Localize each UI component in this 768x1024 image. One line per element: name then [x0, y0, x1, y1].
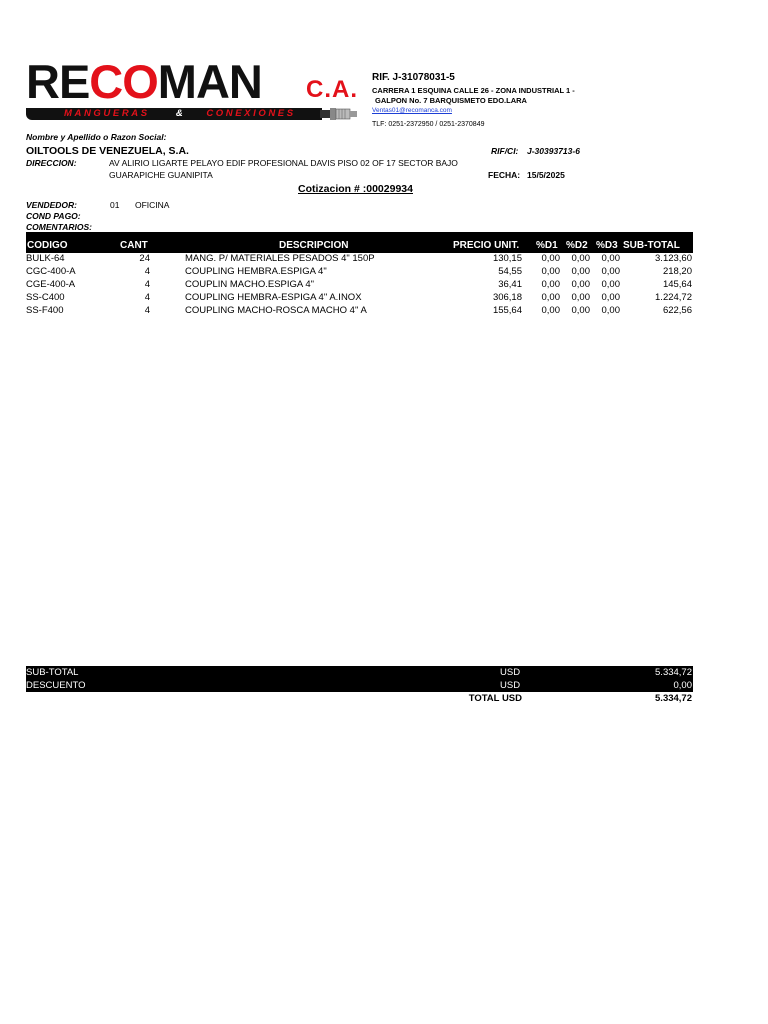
- discount-bar: [26, 679, 693, 692]
- logo-tagline: [64, 108, 296, 120]
- cell-code: CGE-400-A: [26, 279, 76, 290]
- table-row: [0, 291, 768, 304]
- cell-d1: 0,00: [541, 253, 560, 264]
- header-description: DESCRIPCION: [279, 240, 349, 251]
- header-qty: CANT: [120, 240, 148, 251]
- total-value: 5.334,72: [655, 693, 692, 704]
- header-subtotal: SUB-TOTAL: [623, 240, 680, 251]
- table-row: [0, 278, 768, 291]
- discount-value: 0,00: [673, 680, 692, 691]
- address-label: DIRECCION:: [26, 158, 77, 168]
- date-label: FECHA:: [488, 170, 521, 180]
- comments-label: COMENTARIOS:: [26, 222, 92, 232]
- cell-price: 155,64: [492, 305, 522, 316]
- cell-d2: 0,00: [571, 253, 590, 264]
- subtotal-label: SUB-TOTAL: [26, 667, 79, 678]
- client-name: OILTOOLS DE VENEZUELA, S.A.: [26, 145, 189, 157]
- cell-subtotal: 145,64: [662, 279, 692, 290]
- client-address-line2: GUARAPICHE GUANIPITA: [109, 170, 213, 180]
- table-header: [26, 232, 693, 253]
- cell-code: SS-C400: [26, 292, 65, 303]
- cell-d3: 0,00: [601, 279, 620, 290]
- seller-name: OFICINA: [135, 200, 170, 210]
- header-d2: %D2: [566, 240, 588, 251]
- table-row: [0, 265, 768, 278]
- discount-currency: USD: [500, 680, 521, 691]
- cell-code: CGC-400-A: [26, 266, 76, 277]
- seller-label: VENDEDOR:: [26, 200, 78, 210]
- header-d3: %D3: [596, 240, 618, 251]
- cell-d2: 0,00: [571, 279, 590, 290]
- subtotal-bar: [26, 666, 693, 679]
- company-address-line1: CARRERA 1 ESQUINA CALLE 26 - ZONA INDUSTRIAL 1 -: [372, 86, 575, 95]
- tagline-left: MANGUERAS: [64, 108, 150, 119]
- tagline-right: CONEXIONES: [206, 108, 296, 119]
- client-name-label: Nombre y Apellido o Razon Social:: [26, 132, 167, 142]
- cell-qty: 24: [139, 253, 150, 264]
- cell-d2: 0,00: [571, 305, 590, 316]
- logo-text-1: RE: [26, 55, 90, 108]
- cell-d1: 0,00: [541, 292, 560, 303]
- header-d1: %D1: [536, 240, 558, 251]
- client-rif: J-30393713-6: [527, 146, 580, 156]
- cell-d3: 0,00: [601, 305, 620, 316]
- cell-d3: 0,00: [601, 266, 620, 277]
- company-logo: [26, 55, 262, 108]
- total-label: TOTAL USD: [468, 693, 522, 704]
- cell-qty: 4: [144, 266, 150, 277]
- subtotal-value: 5.334,72: [655, 667, 692, 678]
- table-row: [0, 252, 768, 265]
- cell-desc: COUPLING HEMBRA-ESPIGA 4" A.INOX: [185, 292, 362, 303]
- logo-suffix: C.A.: [306, 76, 358, 103]
- cell-d1: 0,00: [541, 266, 560, 277]
- cell-d3: 0,00: [601, 253, 620, 264]
- cell-desc: COUPLING HEMBRA.ESPIGA 4": [185, 266, 327, 277]
- logo-text-2: CO: [89, 55, 158, 108]
- cell-code: SS-F400: [26, 305, 64, 316]
- cell-d2: 0,00: [571, 266, 590, 277]
- cell-qty: 4: [144, 292, 150, 303]
- cell-subtotal: 622,56: [662, 305, 692, 316]
- client-rif-label: RIF/CI:: [491, 146, 519, 156]
- cell-d2: 0,00: [571, 292, 590, 303]
- seller-code: 01: [110, 200, 120, 210]
- cell-desc: COUPLIN MACHO.ESPIGA 4": [185, 279, 315, 290]
- total-row: [26, 692, 693, 705]
- cell-subtotal: 1.224,72: [655, 292, 692, 303]
- company-rif: RIF. J-31078031-5: [372, 72, 455, 83]
- cell-subtotal: 3.123,60: [655, 253, 692, 264]
- cell-price: 130,15: [492, 253, 522, 264]
- client-address-line1: AV ALIRIO LIGARTE PELAYO EDIF PROFESIONAL DAVIS PISO 02 OF 17 SECTOR BAJO: [109, 158, 458, 168]
- cell-price: 36,41: [498, 279, 522, 290]
- cell-desc: COUPLING MACHO-ROSCA MACHO 4" A: [185, 305, 367, 316]
- hose-fitting-icon: [320, 106, 358, 122]
- header-code: CODIGO: [27, 240, 68, 251]
- cell-qty: 4: [144, 279, 150, 290]
- company-address-line2: GALPON No. 7 BARQUISMETO EDO.LARA: [375, 96, 527, 105]
- quote-date: 15/5/2025: [527, 170, 565, 180]
- tagline-amp: &: [175, 108, 186, 119]
- cell-d1: 0,00: [541, 305, 560, 316]
- cell-subtotal: 218,20: [662, 266, 692, 277]
- payment-label: COND PAGO:: [26, 211, 81, 221]
- cell-qty: 4: [144, 305, 150, 316]
- company-email-link[interactable]: Ventas01@recomanca.com: [372, 107, 452, 114]
- cell-desc: MANG. P/ MATERIALES PESADOS 4" 150P: [185, 253, 375, 264]
- cell-price: 306,18: [492, 292, 522, 303]
- discount-label: DESCUENTO: [26, 680, 86, 691]
- company-phone: TLF: 0251-2372950 / 0251-2370849: [372, 121, 485, 128]
- header-unit-price: PRECIO UNIT.: [453, 240, 520, 251]
- subtotal-currency: USD: [500, 667, 521, 678]
- cell-price: 54,55: [498, 266, 522, 277]
- cell-d1: 0,00: [541, 279, 560, 290]
- quote-title: Cotizacion # :00029934: [298, 183, 413, 195]
- logo-text-3: MAN: [157, 55, 262, 108]
- cell-code: BULK-64: [26, 253, 65, 264]
- table-row: [0, 304, 768, 317]
- cell-d3: 0,00: [601, 292, 620, 303]
